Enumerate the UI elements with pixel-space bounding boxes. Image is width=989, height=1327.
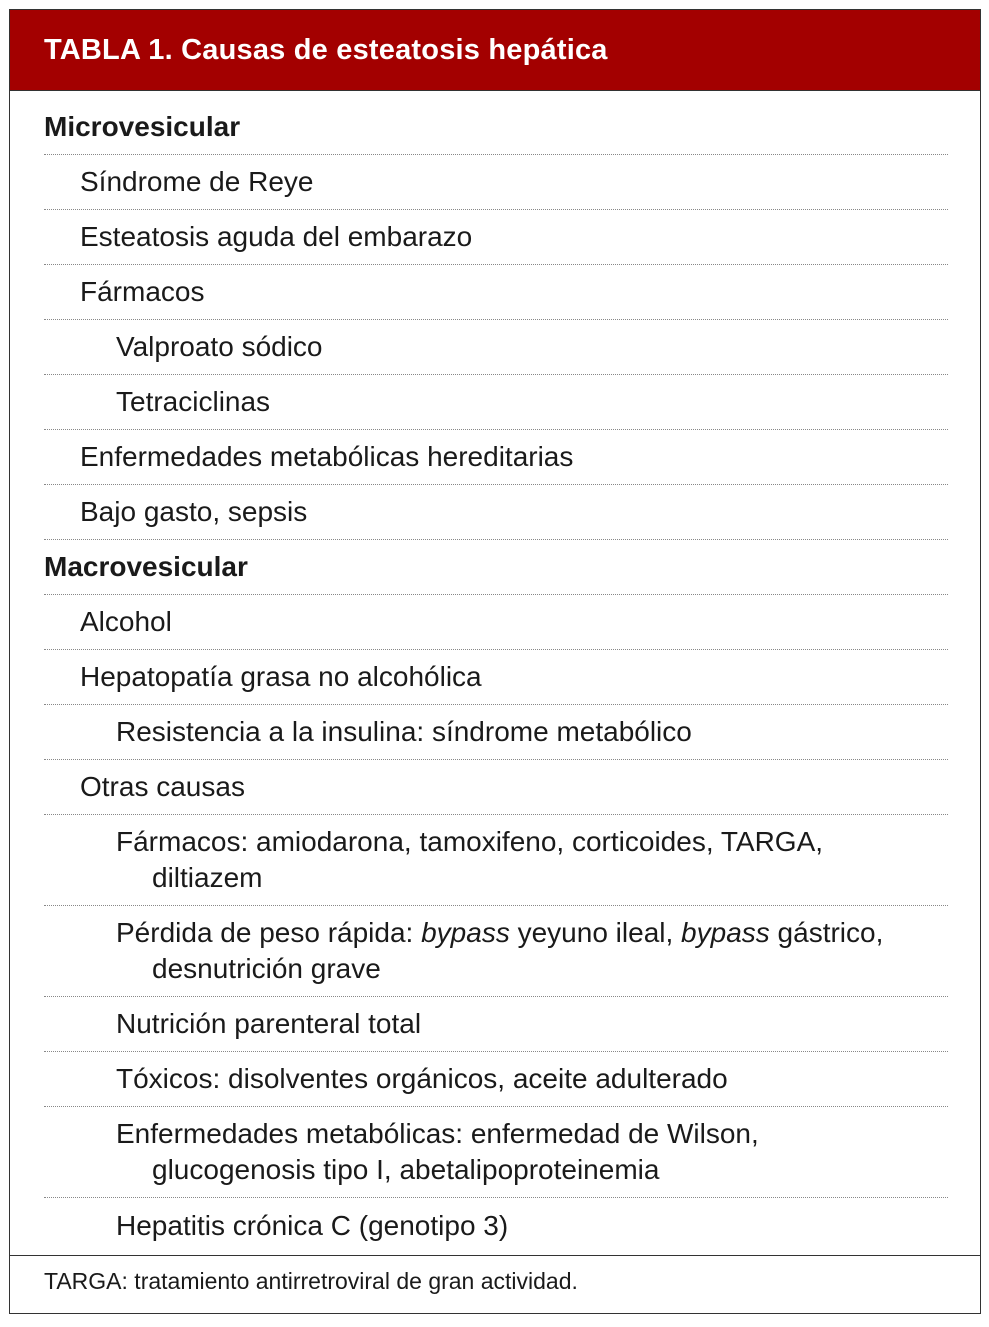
row-line-2: diltiazem: [152, 862, 263, 893]
row-line-1: [116, 915, 948, 951]
table-header: [10, 10, 980, 91]
table-row: Fármacos: [44, 265, 948, 320]
table-row: Resistencia a la insulina: síndrome metabólico: [44, 705, 948, 760]
table-body: [44, 100, 948, 1253]
table-title: TABLA 1. Causas de esteatosis hepática: [44, 33, 608, 66]
table-row: [44, 815, 948, 906]
table-row: Otras causas: [44, 760, 948, 815]
table-row: Esteatosis aguda del embarazo: [44, 210, 948, 265]
table-row: [44, 1107, 948, 1198]
category-microvesicular: Microvesicular: [44, 100, 948, 155]
table-row: Tóxicos: disolventes orgánicos, aceite adulterado: [44, 1052, 948, 1107]
row-italic-text: bypass: [681, 917, 770, 948]
row-line-2: desnutrición grave: [152, 953, 381, 984]
table-row: Alcohol: [44, 595, 948, 650]
row-line-1: Fármacos: amiodarona, tamoxifeno, corticoides, TARGA,: [116, 826, 824, 857]
table-row: [44, 906, 948, 997]
causes-table: [9, 9, 981, 1314]
table-footer: [10, 1255, 980, 1313]
category-macrovesicular: Macrovesicular: [44, 540, 948, 595]
table-row: Tetraciclinas: [44, 375, 948, 430]
table-row: Síndrome de Reye: [44, 155, 948, 210]
table-row: Hepatitis crónica C (genotipo 3): [116, 1209, 509, 1241]
row-text: gástrico,: [769, 917, 884, 948]
footnote: TARGA: tratamiento antirretroviral de gran actividad.: [44, 1268, 578, 1294]
row-italic-text: bypass: [421, 917, 510, 948]
row-line-1: Enfermedades metabólicas: enfermedad de Wilson,: [116, 1118, 759, 1149]
row-text: Pérdida de peso rápida:: [116, 917, 422, 948]
table-row: Enfermedades metabólicas hereditarias: [44, 430, 948, 485]
table-row: Bajo gasto, sepsis: [44, 485, 948, 540]
row-text: yeyuno ileal,: [509, 917, 682, 948]
table-row: Hepatopatía grasa no alcohólica: [44, 650, 948, 705]
row-line-2: glucogenosis tipo I, abetalipoproteinemia: [152, 1154, 660, 1185]
table-row: Valproato sódico: [44, 320, 948, 375]
table-row: Nutrición parenteral total: [44, 997, 948, 1052]
